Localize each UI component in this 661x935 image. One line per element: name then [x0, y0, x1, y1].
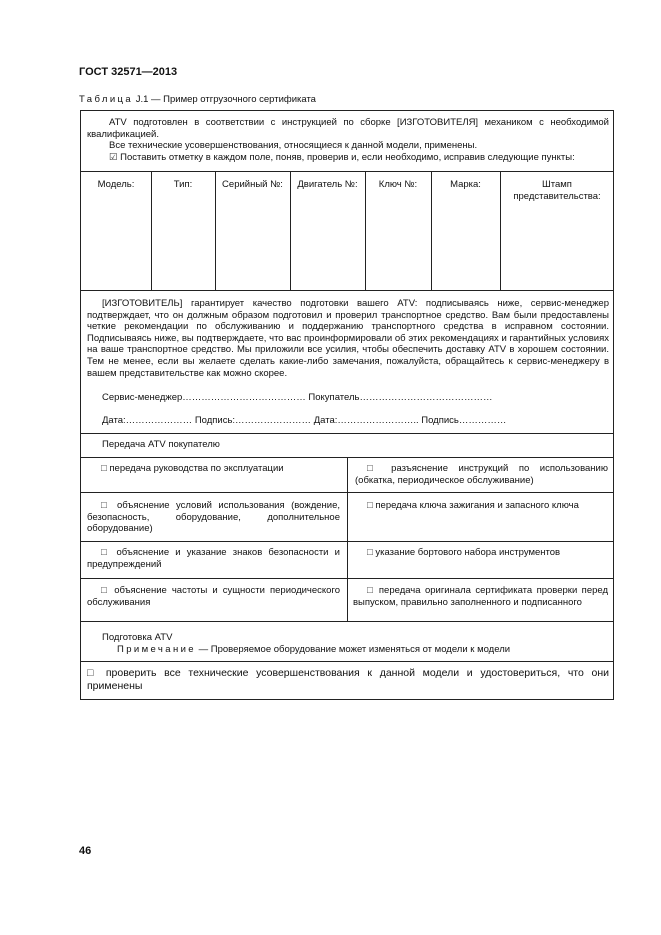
checkbox-icon: □ [87, 667, 99, 679]
table-caption [79, 94, 316, 105]
checklist-item-text: указание бортового набора инструментов [375, 547, 561, 558]
intro-improvements-text: Все технические усовершенствования, относящиеся к данной модели, применены. [109, 140, 478, 151]
checklist-item [87, 500, 340, 535]
shipping-certificate-table [80, 110, 614, 700]
checklist-item [367, 500, 608, 512]
checklist-item-text: передача оригинала сертификата проверки перед выпуском, правильно заполненного и подписанного [353, 585, 608, 608]
column-serial-number: Серийный №: [222, 179, 283, 190]
checklist-item [101, 463, 339, 475]
page-number: 46 [79, 845, 92, 857]
divider [81, 661, 613, 662]
checkbox-icon: □ [367, 500, 373, 511]
divider [81, 541, 613, 542]
column-brand: Марка: [450, 179, 481, 190]
table-caption-text: J.1 — Пример отгрузочного сертификата [135, 94, 316, 105]
final-check-text: проверить все технические усовершенствования к данной модели и удостовериться, что они применены [87, 667, 610, 692]
note-label: Примечание [117, 644, 196, 655]
checkbox-icon: □ [101, 500, 111, 511]
handover-title: Передача ATV покупателю [102, 439, 220, 450]
divider [81, 621, 613, 622]
service-manager-signature-line: Сервис-менеджер………………………………… Покупатель…………………………………… [102, 392, 493, 403]
column-model: Модель: [97, 179, 135, 190]
checkbox-icon: □ [101, 547, 111, 558]
intro-instruction-text: Поставить отметку в каждом поле, поняв, проверив и, если необходимо, исправив следующие пункты: [120, 152, 575, 163]
checkbox-icon: □ [101, 585, 110, 596]
checklist-item-text: объяснение и указание знаков безопасности и предупреждений [87, 547, 340, 570]
preparation-title: Подготовка ATV [102, 632, 173, 643]
checklist-item-text: объяснение условий использования (вождение, безопасность, оборудование, дополнительное оборудование) [87, 500, 341, 535]
checklist-item [87, 585, 340, 608]
checklist-item-text: объяснение частоты и сущности периодического обслуживания [87, 585, 340, 608]
date-signature-line: Дата:………………… Подпись:…………………… Дата:…………………….. Подпись…………… [102, 415, 507, 426]
note-text: — Проверяемое оборудование может изменяться от модели к модели [198, 644, 511, 655]
divider [81, 171, 613, 172]
divider [81, 492, 613, 493]
checklist-item [353, 585, 608, 608]
checklist-item [87, 547, 340, 570]
checkbox-icon: □ [101, 463, 107, 474]
final-check-item [87, 667, 609, 693]
intro-text: ATV подготовлен в соответствии с инструкцией по сборке [ИЗГОТОВИТЕЛЯ] механиком с необходимой квалификацией. [87, 117, 609, 140]
checklist-item [355, 463, 608, 486]
divider [81, 578, 613, 579]
divider [81, 290, 613, 291]
checked-box-icon: ☑ [109, 152, 118, 163]
column-divider [215, 171, 216, 290]
checkbox-icon: □ [367, 547, 373, 558]
column-divider [500, 171, 501, 290]
guarantee-paragraph: [ИЗГОТОВИТЕЛЬ] гарантирует качество подготовки вашего ATV: подписываясь ниже, сервис-менеджер подтверждает, что он должным образом подготовил и проверил транспортное средство. Вам были предоставлены четкие рекомендации по обслуживанию и поддержанию транспортного средства в исправном состоянии. Подписываясь ниже, вы подтверждаете, что вас проинформировали об этих рекомендациях и гарантийных условиях на ваше транспортное средство. Мы приложили все усилия, чтобы обеспечить доставку ATV в хорошем состоянии. Тем не менее, если вы желаете сделать какие-либо замечания, пожалуйста, обращайтесь к сервис-менеджеру в вашем представительстве как можно скорее. [87, 298, 609, 379]
column-divider [290, 171, 291, 290]
column-engine-number: Двигатель №: [297, 179, 358, 190]
table-caption-label: Таблица [79, 94, 134, 105]
intro-instruction [109, 152, 609, 164]
document-header: ГОСТ 32571—2013 [79, 66, 178, 78]
column-key-number: Ключ №: [378, 179, 418, 190]
preparation-note [117, 644, 609, 656]
divider [81, 433, 613, 434]
checklist-item-text: передача ключа зажигания и запасного ключа [375, 500, 579, 511]
checklist-column-divider [347, 457, 348, 621]
checklist-item-text: передача руководства по эксплуатации [109, 463, 284, 474]
checklist-item [367, 547, 608, 559]
checkbox-icon: □ [367, 585, 375, 596]
column-type: Тип: [173, 179, 193, 190]
column-dealer-stamp: Штамп представительства: [513, 179, 601, 202]
checklist-item-text: разъяснение инструкций по использованию (обкатка, периодическое обслуживание) [355, 463, 608, 486]
checkbox-icon: □ [367, 463, 381, 474]
